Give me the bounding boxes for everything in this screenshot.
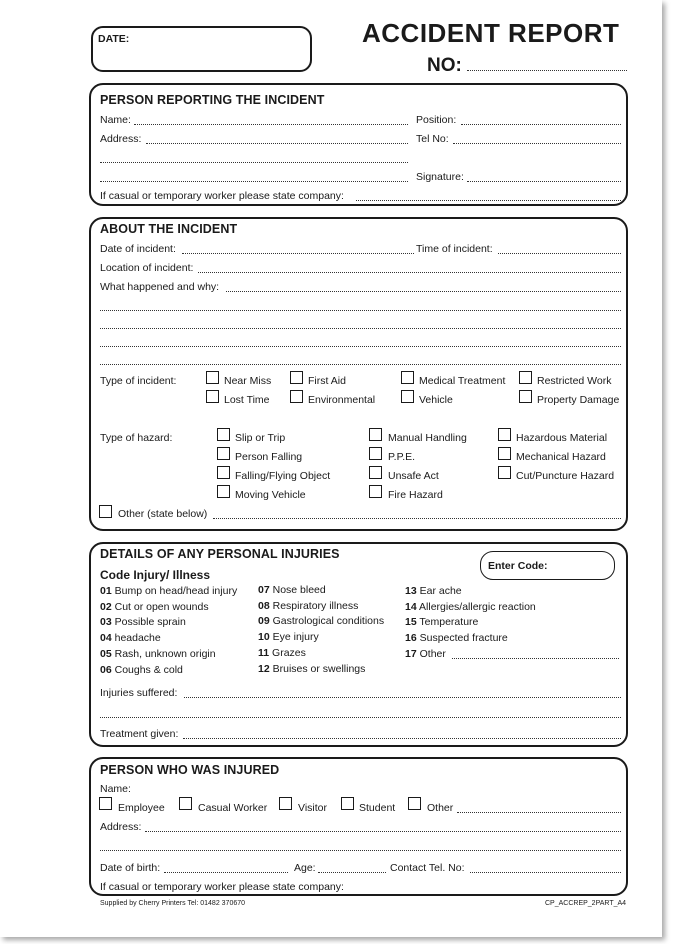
- code-item-02: 02 Cut or open wounds: [100, 601, 209, 613]
- checkbox-casual-worker[interactable]: [179, 797, 192, 810]
- type-lost-time: Lost Time: [224, 394, 270, 406]
- incident-location-field[interactable]: [198, 272, 621, 273]
- section-incident-title: ABOUT THE INCIDENT: [100, 222, 238, 236]
- code-injury-title: Code Injury/ Illness: [100, 568, 211, 582]
- report-number-label: NO:: [427, 55, 462, 76]
- incident-what-field[interactable]: [226, 291, 621, 292]
- section-injured-title: PERSON WHO WAS INJURED: [100, 763, 280, 777]
- other-hazard-field[interactable]: [213, 518, 621, 519]
- hazard-manual-handling: Manual Handling: [388, 432, 467, 444]
- code-item-09: 09 Gastrological conditions: [258, 615, 385, 627]
- dob-label: Date of birth:: [100, 862, 161, 874]
- supplier-text: Supplied by Cherry Printers Tel: 01482 370670: [100, 900, 246, 907]
- checkbox-moving-vehicle[interactable]: [217, 485, 230, 498]
- checkbox-first-aid[interactable]: [290, 371, 303, 384]
- section-injuries-title: DETAILS OF ANY PERSONAL INJURIES: [100, 547, 340, 561]
- checkbox-property-damage[interactable]: [519, 390, 532, 403]
- code-item-04: 04 headache: [100, 632, 161, 644]
- checkbox-restricted-work[interactable]: [519, 371, 532, 384]
- checkbox-fire-hazard[interactable]: [369, 485, 382, 498]
- form-code: CP_ACCREP_2PART_A4: [545, 900, 627, 907]
- code-item-12: 12 Bruises or swellings: [258, 663, 366, 675]
- checkbox-environmental[interactable]: [290, 390, 303, 403]
- hazard-falling-object: Falling/Flying Object: [235, 470, 331, 482]
- checkbox-other-role[interactable]: [408, 797, 421, 810]
- checkbox-person-falling[interactable]: [217, 447, 230, 460]
- checkbox-vehicle[interactable]: [401, 390, 414, 403]
- checkbox-medical-treatment[interactable]: [401, 371, 414, 384]
- checkbox-slip-or-trip[interactable]: [217, 428, 230, 441]
- incident-date-field[interactable]: [182, 253, 414, 254]
- reporter-address-line-3[interactable]: [100, 181, 408, 182]
- checkbox-other-hazard[interactable]: [99, 505, 112, 518]
- hazard-hazardous-material: Hazardous Material: [516, 432, 608, 444]
- other-hazard-label: Other (state below): [118, 508, 208, 520]
- checkbox-hazardous-material[interactable]: [498, 428, 511, 441]
- injured-name-label: Name:: [100, 783, 131, 795]
- code-item-03: 03 Possible sprain: [100, 616, 186, 628]
- contact-label: Contact Tel. No:: [390, 862, 465, 874]
- checkbox-falling-object[interactable]: [217, 466, 230, 479]
- contact-field[interactable]: [470, 872, 621, 873]
- checkbox-near-miss[interactable]: [206, 371, 219, 384]
- dob-field[interactable]: [164, 872, 288, 873]
- role-visitor: Visitor: [298, 802, 327, 814]
- checkbox-visitor[interactable]: [279, 797, 292, 810]
- incident-time-label: Time of incident:: [416, 243, 493, 255]
- reporter-name-field[interactable]: [134, 124, 408, 125]
- reporter-address-field[interactable]: [146, 143, 408, 144]
- hazard-mechanical-hazard: Mechanical Hazard: [516, 451, 606, 463]
- reporter-position-field[interactable]: [461, 124, 621, 125]
- hazard-fire-hazard: Fire Hazard: [388, 489, 443, 501]
- injuries-suffered-field[interactable]: [184, 697, 621, 698]
- checkbox-employee[interactable]: [99, 797, 112, 810]
- code-other-field[interactable]: [452, 658, 619, 659]
- reporter-tel-field[interactable]: [453, 143, 621, 144]
- reporter-casual-label: If casual or temporary worker please state company:: [100, 190, 344, 202]
- checkbox-mechanical-hazard[interactable]: [498, 447, 511, 460]
- checkbox-unsafe-act[interactable]: [369, 466, 382, 479]
- injured-casual-label: If casual or temporary worker please state company:: [100, 881, 344, 893]
- code-item-16: 16 Suspected fracture: [405, 632, 508, 644]
- hazard-unsafe-act: Unsafe Act: [388, 470, 439, 482]
- incident-location-label: Location of incident:: [100, 262, 194, 274]
- injuries-suffered-line-2[interactable]: [100, 717, 621, 718]
- reporter-signature-field[interactable]: [467, 181, 621, 182]
- checkbox-lost-time[interactable]: [206, 390, 219, 403]
- injured-address-field[interactable]: [145, 831, 621, 832]
- type-environmental: Environmental: [308, 394, 376, 406]
- checkbox-student[interactable]: [341, 797, 354, 810]
- incident-what-line-3[interactable]: [100, 328, 621, 329]
- role-student: Student: [359, 802, 396, 814]
- section-injured: [89, 757, 628, 896]
- incident-what-label: What happened and why:: [100, 281, 220, 293]
- type-near-miss: Near Miss: [224, 375, 272, 387]
- reporter-signature-label: Signature:: [416, 171, 464, 183]
- reporter-casual-field[interactable]: [356, 200, 621, 201]
- hazard-type-label: Type of hazard:: [100, 432, 173, 444]
- treatment-field[interactable]: [183, 738, 621, 739]
- code-item-01: 01 Bump on head/head injury: [100, 585, 238, 597]
- checkbox-manual-handling[interactable]: [369, 428, 382, 441]
- treatment-label: Treatment given:: [100, 728, 179, 740]
- code-item-15: 15 Temperature: [405, 616, 479, 628]
- hazard-person-falling: Person Falling: [235, 451, 303, 463]
- hazard-moving-vehicle: Moving Vehicle: [235, 489, 306, 501]
- type-medical-treatment: Medical Treatment: [419, 375, 506, 387]
- page-title: ACCIDENT REPORT: [362, 18, 620, 48]
- code-item-07: 07 Nose bleed: [258, 584, 326, 596]
- report-number-field[interactable]: [467, 70, 627, 71]
- reporter-address-label: Address:: [100, 133, 142, 145]
- hazard-slip-or-trip: Slip or Trip: [235, 432, 286, 444]
- age-label: Age:: [294, 862, 316, 874]
- role-other: Other: [427, 802, 454, 814]
- incident-what-line-2[interactable]: [100, 310, 621, 311]
- date-label: DATE:: [98, 33, 130, 45]
- type-first-aid: First Aid: [308, 375, 346, 387]
- role-other-field[interactable]: [457, 812, 621, 813]
- reporter-name-label: Name:: [100, 114, 131, 126]
- checkbox-cut-puncture-hazard[interactable]: [498, 466, 511, 479]
- age-field[interactable]: [318, 872, 386, 873]
- incident-what-line-4[interactable]: [100, 346, 621, 347]
- injuries-suffered-label: Injuries suffered:: [100, 687, 178, 699]
- code-item-14: 14 Allergies/allergic reaction: [405, 601, 536, 613]
- code-item-08: 08 Respiratory illness: [258, 600, 359, 612]
- incident-type-label: Type of incident:: [100, 375, 177, 387]
- enter-code-label: Enter Code:: [488, 560, 548, 572]
- code-item-06: 06 Coughs & cold: [100, 664, 183, 676]
- hazard-cut-puncture-hazard: Cut/Puncture Hazard: [516, 470, 615, 482]
- role-casual-worker: Casual Worker: [198, 802, 268, 814]
- incident-what-line-5[interactable]: [100, 364, 621, 365]
- type-restricted-work: Restricted Work: [537, 375, 612, 387]
- reporter-address-line-2[interactable]: [100, 162, 408, 163]
- code-item-10: 10 Eye injury: [258, 631, 319, 643]
- incident-date-label: Date of incident:: [100, 243, 176, 255]
- incident-time-field[interactable]: [498, 253, 621, 254]
- type-property-damage: Property Damage: [537, 394, 620, 406]
- hazard-ppe: P.P.E.: [388, 451, 416, 463]
- code-item-13: 13 Ear ache: [405, 585, 462, 597]
- code-item-05: 05 Rash, unknown origin: [100, 648, 216, 660]
- type-vehicle: Vehicle: [419, 394, 453, 406]
- code-item-11: 11 Grazes: [258, 647, 306, 659]
- injured-address-label: Address:: [100, 821, 142, 833]
- injured-address-line-2[interactable]: [100, 850, 621, 851]
- role-employee: Employee: [118, 802, 165, 814]
- reporter-tel-label: Tel No:: [416, 133, 449, 145]
- section-reporting-title: PERSON REPORTING THE INCIDENT: [100, 93, 325, 107]
- code-item-17: 17 Other: [405, 648, 446, 660]
- reporter-position-label: Position:: [416, 114, 457, 126]
- checkbox-ppe[interactable]: [369, 447, 382, 460]
